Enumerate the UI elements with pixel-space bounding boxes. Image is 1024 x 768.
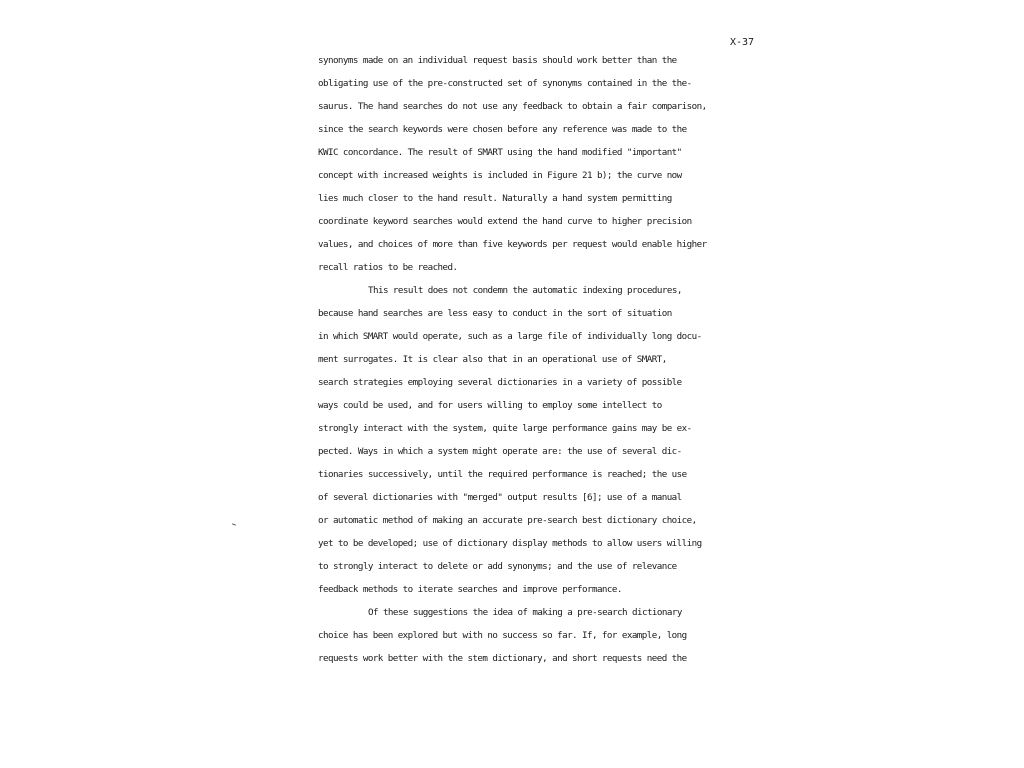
text-line: This result does not condemn the automatic indexing procedures, bbox=[368, 285, 682, 296]
text-line: in which SMART would operate, such as a large file of individually long docu- bbox=[318, 331, 702, 342]
scan-speck bbox=[232, 523, 236, 525]
text-line: since the search keywords were chosen before any reference was made to the bbox=[318, 124, 687, 135]
text-line: ways could be used, and for users willing to employ some intellect to bbox=[318, 400, 662, 411]
text-line: choice has been explored but with no success so far. If, for example, long bbox=[318, 630, 687, 641]
text-line: ment surrogates. It is clear also that in an operational use of SMART, bbox=[318, 354, 667, 365]
page-number: X-37 bbox=[730, 37, 755, 48]
text-line: search strategies employing several dictionaries in a variety of possible bbox=[318, 377, 682, 388]
text-line: Of these suggestions the idea of making a pre-search dictionary bbox=[368, 607, 682, 618]
text-line: saurus. The hand searches do not use any feedback to obtain a fair comparison, bbox=[318, 101, 707, 112]
text-line: yet to be developed; use of dictionary display methods to allow users willing bbox=[318, 538, 702, 549]
text-line: concept with increased weights is included in Figure 21 b); the curve now bbox=[318, 170, 682, 181]
text-line: of several dictionaries with "merged" output results [6]; use of a manual bbox=[318, 492, 682, 503]
text-line: to strongly interact to delete or add synonyms; and the use of relevance bbox=[318, 561, 677, 572]
text-line: lies much closer to the hand result. Naturally a hand system permitting bbox=[318, 193, 672, 204]
text-line: tionaries successively, until the required performance is reached; the use bbox=[318, 469, 687, 480]
text-line: recall ratios to be reached. bbox=[318, 262, 458, 273]
text-line: because hand searches are less easy to conduct in the sort of situation bbox=[318, 308, 672, 319]
text-line: values, and choices of more than five keywords per request would enable higher bbox=[318, 239, 707, 250]
text-line: obligating use of the pre-constructed set of synonyms contained in the the- bbox=[318, 78, 692, 89]
text-line: strongly interact with the system, quite large performance gains may be ex- bbox=[318, 423, 692, 434]
text-line: pected. Ways in which a system might operate are: the use of several dic- bbox=[318, 446, 682, 457]
text-line: synonyms made on an individual request basis should work better than the bbox=[318, 55, 677, 66]
text-line: KWIC concordance. The result of SMART using the hand modified "important" bbox=[318, 147, 682, 158]
text-line: coordinate keyword searches would extend the hand curve to higher precision bbox=[318, 216, 692, 227]
text-line: feedback methods to iterate searches and improve performance. bbox=[318, 584, 622, 595]
text-line: or automatic method of making an accurate pre-search best dictionary choice, bbox=[318, 515, 697, 526]
text-line: requests work better with the stem dictionary, and short requests need the bbox=[318, 653, 687, 664]
